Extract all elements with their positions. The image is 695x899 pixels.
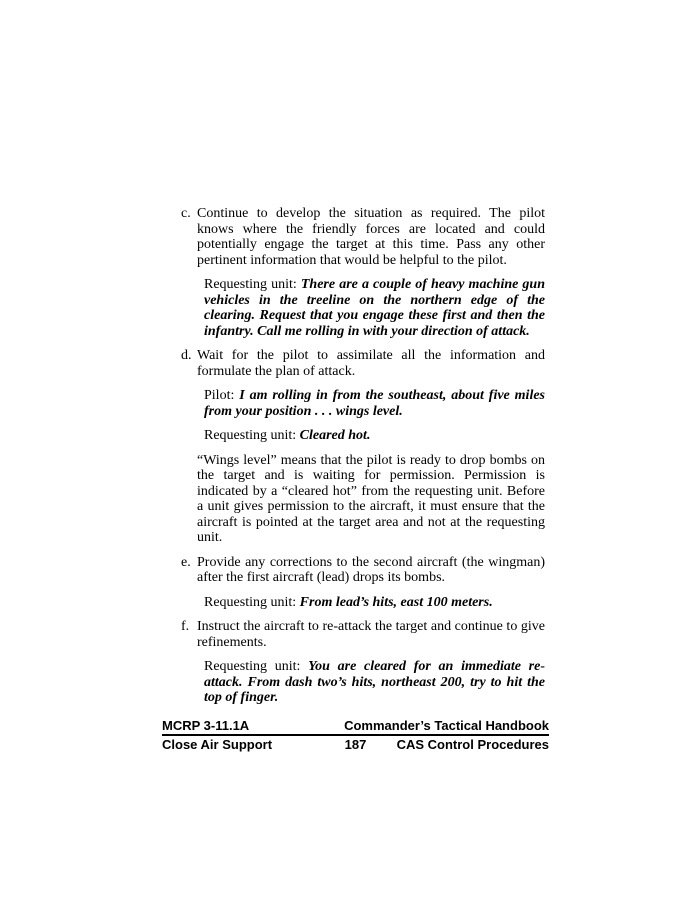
- list-item-text: Wait for the pilot to assimilate all the information and formulate the plan of attack.: [197, 348, 545, 379]
- footer-section: CAS Control Procedures: [396, 737, 549, 752]
- page-body: [162, 206, 545, 715]
- list-item-text: Continue to develop the situation as required. The pilot knows where the friendly forces are located and could potentially engage the target at this time. Pass any other pertinent information that would be helpful to the pilot.: [197, 206, 545, 268]
- list-item-text: Instruct the aircraft to re-attack the target and continue to give refinements.: [197, 619, 545, 650]
- page-footer: [162, 719, 549, 752]
- list-item-c: [181, 206, 545, 268]
- list-item-label: f.: [181, 619, 190, 634]
- footer-doc-title: Commander’s Tactical Handbook: [344, 718, 549, 733]
- list-item-label: e.: [181, 554, 191, 570]
- footer-rule: [162, 734, 549, 736]
- footer-doc-number: MCRP 3-11.1A: [162, 718, 250, 733]
- footer-row-2: [162, 738, 549, 752]
- speaker-label: Pilot:: [204, 388, 235, 403]
- radio-call-requesting-unit: [204, 659, 545, 706]
- radio-message: Cleared hot.: [299, 428, 371, 443]
- speaker-label: Requesting unit:: [204, 594, 297, 610]
- speaker-label: Requesting unit:: [204, 277, 297, 292]
- radio-message: From lead’s hits, east 100 meters.: [299, 594, 493, 610]
- speaker-label: Requesting unit:: [204, 659, 301, 674]
- list-item-d: [181, 348, 545, 379]
- radio-call-requesting-unit: [204, 428, 545, 444]
- footer-row-1: [162, 719, 549, 733]
- radio-message: You are cleared for an immediate re-attack. From dash two’s hits, northeast 200, try to hit the top of finger.: [204, 659, 545, 705]
- list-item-text: Provide any corrections to the second aircraft (the wingman) after the first aircraft (lead) drops its bombs.: [197, 554, 545, 585]
- radio-call-pilot: [204, 388, 545, 419]
- footer-page-number: 187: [344, 737, 367, 752]
- footer-chapter: Close Air Support: [162, 737, 273, 752]
- list-item-f: [181, 619, 545, 650]
- speaker-label: Requesting unit:: [204, 428, 297, 443]
- list-item-label: d.: [181, 348, 192, 363]
- list-item-label: c.: [181, 206, 191, 221]
- radio-call-requesting-unit: [204, 595, 545, 611]
- radio-message: There are a couple of heavy machine gun vehicles in the treeline on the northern edge of the clearing. Request that you engage these first and then the infantry. Call me rolling in with your direction of attack.: [204, 277, 546, 339]
- radio-message: I am rolling in from the southeast, about five miles from your position . . . wings level.: [204, 388, 545, 419]
- explanation-paragraph: “Wings level” means that the pilot is ready to drop bombs on the target and is waiting for permission. Permission is indicated by a “cleared hot” from the requesting unit. Before a unit gives permission to the aircraft, it must ensure that the aircraft is pointed at the target area and not at the requesting unit.: [197, 452, 545, 545]
- list-item-e: [181, 555, 545, 586]
- radio-call-requesting-unit: [204, 277, 545, 339]
